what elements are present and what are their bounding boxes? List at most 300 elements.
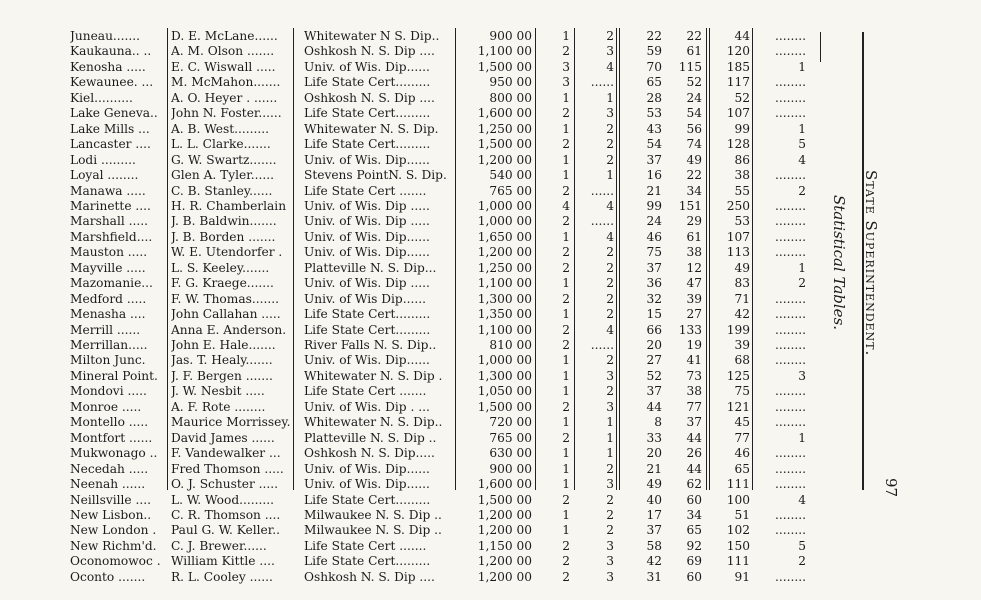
- cell-town: Mukwonago ..: [70, 446, 158, 461]
- cell-c2: 3: [606, 554, 614, 569]
- cell-c3: 32: [646, 291, 662, 306]
- cell-teacher: C. B. Stanley......: [171, 183, 273, 198]
- cell-town: Mineral Point.: [70, 368, 158, 383]
- column-rule: [167, 28, 168, 490]
- cell-c4: 69: [686, 554, 702, 569]
- cell-c2: 1: [606, 415, 614, 430]
- cell-salary: 1,100 00: [477, 44, 532, 59]
- cell-town: New Lisbon..: [70, 507, 152, 522]
- cell-c3: 42: [646, 554, 662, 569]
- cell-c1: 2: [562, 245, 570, 260]
- cell-cert: Oshkosh N. S. Dip ....: [304, 90, 435, 105]
- cell-c1: 2: [562, 338, 570, 352]
- cell-c5: 113: [726, 245, 750, 260]
- cell-c1: 1: [562, 415, 570, 430]
- cell-c5: 107: [726, 106, 750, 121]
- cell-salary: 1,500 00: [477, 137, 532, 152]
- cell-c3: 70: [646, 59, 662, 74]
- cell-teacher: Fred Thomson .....: [171, 461, 284, 476]
- cell-c5: 250: [726, 198, 750, 213]
- cell-c2: ......: [590, 75, 614, 90]
- cell-salary: 1,200 00: [477, 523, 532, 538]
- cell-c4: 39: [686, 291, 702, 306]
- cell-c4: 37: [686, 415, 702, 430]
- cell-c4: 65: [686, 523, 702, 538]
- cell-town: Medford .....: [70, 291, 147, 306]
- cell-c2: 2: [606, 461, 614, 476]
- column-rule: [574, 28, 575, 490]
- cell-c5: 52: [734, 90, 750, 105]
- cell-c3: 59: [646, 44, 662, 59]
- cell-cert: Life State Cert.........: [304, 322, 431, 337]
- cell-c1: 1: [562, 307, 570, 322]
- cell-salary: 1,500 00: [477, 492, 532, 507]
- cell-c4: 133: [678, 322, 702, 337]
- cell-salary: 1,250 00: [477, 260, 532, 275]
- table-row: [0, 523, 820, 538]
- cell-c4: 26: [686, 446, 702, 461]
- cell-teacher: J. B. Baldwin.......: [171, 214, 277, 229]
- cell-c2: 2: [606, 523, 614, 538]
- table-row: [0, 230, 820, 245]
- cell-c2: 1: [606, 90, 614, 105]
- cell-c3: 75: [646, 245, 662, 260]
- cell-teacher: A. F. Rote ........: [171, 399, 266, 414]
- cell-cert: Life State Cert .......: [304, 538, 427, 553]
- cell-c2: 2: [606, 121, 614, 136]
- cell-c6: ........: [775, 291, 806, 306]
- cell-cert: Oshkosh N. S. Dip ....: [304, 569, 435, 584]
- cell-cert: Platteville N. S. Dip ..: [304, 430, 437, 445]
- cell-teacher: Maurice Morrissey.: [171, 415, 291, 430]
- cell-c4: 24: [686, 90, 702, 105]
- cell-c5: 44: [734, 29, 750, 43]
- cell-c2: 3: [606, 106, 614, 121]
- cell-c4: 62: [686, 477, 702, 492]
- cell-town: Marshall .....: [70, 214, 148, 229]
- cell-c5: 102: [726, 523, 750, 538]
- cell-town: Lake Geneva..: [70, 106, 158, 121]
- table-row: [0, 199, 820, 214]
- cell-town: Lancaster ....: [70, 137, 151, 152]
- cell-town: Manawa .....: [70, 183, 146, 198]
- cell-salary: 765 00: [489, 430, 532, 445]
- cell-town: Kewaunee. ...: [70, 75, 154, 90]
- cell-c3: 27: [646, 353, 662, 368]
- cell-c6: ........: [775, 569, 806, 584]
- cell-cert: Life State Cert .......: [304, 183, 427, 198]
- cell-teacher: A. M. Olson .......: [171, 44, 275, 59]
- cell-c6: ........: [775, 29, 806, 43]
- cell-c3: 52: [646, 368, 662, 383]
- cell-c1: 2: [562, 569, 570, 584]
- cell-cert: Univ. of Wis. Dip .....: [304, 214, 430, 229]
- cell-c1: 3: [562, 75, 570, 90]
- cell-c1: 1: [562, 507, 570, 522]
- cell-teacher: A. O. Heyer . ......: [171, 90, 278, 105]
- cell-c5: 42: [734, 307, 750, 322]
- cell-c6: ........: [775, 198, 806, 213]
- cell-c6: ........: [775, 446, 806, 461]
- cell-cert: Univ. of Wis. Dip . ...: [304, 399, 430, 414]
- cell-c2: 3: [606, 477, 614, 492]
- cell-c1: 1: [562, 90, 570, 105]
- running-head: State Superintendent.: [862, 170, 880, 357]
- cell-town: Oconomowoc .: [70, 554, 161, 569]
- cell-c1: 2: [562, 492, 570, 507]
- cell-c4: 77: [686, 399, 702, 414]
- cell-teacher: Anna E. Anderson.: [171, 322, 287, 337]
- cell-c4: 47: [686, 276, 702, 291]
- cell-cert: Oshkosh N. S. Dip ....: [304, 44, 435, 59]
- cell-cert: Milwaukee N. S. Dip ..: [304, 523, 442, 538]
- cell-teacher: W. E. Utendorfer .: [171, 245, 283, 260]
- cell-town: Montfort ......: [70, 430, 153, 445]
- cell-c4: 44: [686, 430, 702, 445]
- cell-salary: 1,250 00: [477, 121, 532, 136]
- cell-town: Monroe .....: [70, 399, 142, 414]
- cell-c1: 2: [562, 106, 570, 121]
- cell-cert: Univ. of Wis. Dip......: [304, 245, 430, 260]
- cell-c1: 2: [562, 183, 570, 198]
- cell-salary: 1,300 00: [477, 368, 532, 383]
- table-edge-rule: [820, 32, 821, 62]
- cell-c4: 34: [686, 183, 702, 198]
- cell-c5: 150: [726, 538, 750, 553]
- cell-c1: 2: [562, 291, 570, 306]
- cell-town: Menasha ....: [70, 307, 146, 322]
- cell-salary: 950 00: [489, 75, 532, 90]
- table-row: [0, 44, 820, 59]
- cell-cert: River Falls N. S. Dip..: [304, 338, 437, 352]
- cell-c6: ........: [775, 399, 806, 414]
- cell-c1: 2: [562, 137, 570, 152]
- cell-town: Mondovi .....: [70, 384, 147, 399]
- cell-c5: 83: [734, 276, 750, 291]
- cell-town: New Richm'd.: [70, 538, 157, 553]
- cell-c3: 37: [646, 523, 662, 538]
- column-rule: [619, 28, 620, 490]
- cell-cert: Univ. of Wis. Dip......: [304, 461, 430, 476]
- cell-c6: ........: [775, 75, 806, 90]
- cell-c4: 22: [686, 168, 702, 183]
- cell-c3: 65: [646, 75, 662, 90]
- cell-c2: 2: [606, 152, 614, 167]
- cell-c3: 31: [646, 569, 662, 584]
- cell-c1: 1: [562, 168, 570, 183]
- cell-c3: 44: [646, 399, 662, 414]
- cell-c5: 75: [734, 384, 750, 399]
- cell-c1: 1: [562, 446, 570, 461]
- cell-teacher: E. C. Wiswall .....: [171, 59, 276, 74]
- cell-c3: 54: [646, 137, 662, 152]
- cell-teacher: Jas. T. Healy.......: [171, 353, 273, 368]
- cell-salary: 765 00: [489, 183, 532, 198]
- cell-c2: 1: [606, 168, 614, 183]
- cell-c3: 43: [646, 121, 662, 136]
- cell-teacher: F. W. Thomas.......: [171, 291, 279, 306]
- table-row: [0, 323, 820, 338]
- cell-teacher: L. L. Clarke.......: [171, 137, 271, 152]
- cell-c1: 2: [562, 538, 570, 553]
- cell-c4: 54: [686, 106, 702, 121]
- cell-c6: 5: [798, 137, 806, 152]
- cell-c2: 3: [606, 538, 614, 553]
- cell-c6: ........: [775, 106, 806, 121]
- cell-town: Kaukauna.. ..: [70, 44, 152, 59]
- cell-c1: 2: [562, 322, 570, 337]
- table-row: [0, 122, 820, 137]
- cell-salary: 1,600 00: [477, 106, 532, 121]
- cell-c1: 1: [562, 368, 570, 383]
- cell-c6: ........: [775, 477, 806, 492]
- cell-town: Marshfield....: [70, 229, 153, 244]
- cell-c1: 1: [562, 152, 570, 167]
- cell-town: Mayville .....: [70, 260, 146, 275]
- cell-cert: Univ. of Wis. Dip......: [304, 229, 430, 244]
- cell-c4: 61: [686, 44, 702, 59]
- table-row: [0, 539, 820, 554]
- column-rule: [455, 28, 456, 490]
- cell-c5: 117: [726, 75, 750, 90]
- cell-c5: 111: [726, 477, 750, 492]
- cell-c2: 3: [606, 399, 614, 414]
- cell-salary: 1,000 00: [477, 214, 532, 229]
- table-row: [0, 431, 820, 446]
- cell-cert: Life State Cert .......: [304, 384, 427, 399]
- cell-salary: 800 00: [489, 90, 532, 105]
- cell-teacher: D. E. McLane......: [171, 29, 278, 43]
- cell-salary: 810 00: [489, 338, 532, 352]
- cell-c5: 65: [734, 461, 750, 476]
- cell-salary: 1,300 00: [477, 291, 532, 306]
- cell-salary: 1,350 00: [477, 307, 532, 322]
- cell-salary: 1,200 00: [477, 507, 532, 522]
- table-row: [0, 137, 820, 152]
- cell-c5: 51: [734, 507, 750, 522]
- cell-cert: Platteville N. S. Dip...: [304, 260, 437, 275]
- page-number: 97: [882, 478, 900, 498]
- table-row: [0, 400, 820, 415]
- cell-town: Loyal ........: [70, 168, 139, 183]
- cell-c4: 29: [686, 214, 702, 229]
- cell-cert: Life State Cert.........: [304, 106, 431, 121]
- cell-c4: 27: [686, 307, 702, 322]
- cell-town: Neenah ......: [70, 477, 146, 492]
- cell-cert: Whitewater N. S. Dip.: [304, 121, 439, 136]
- cell-town: Marinette ....: [70, 198, 151, 213]
- table-row: [0, 184, 820, 199]
- cell-c6: ........: [775, 245, 806, 260]
- cell-c6: ........: [775, 523, 806, 538]
- column-rule: [293, 28, 294, 490]
- cell-c3: 20: [646, 446, 662, 461]
- cell-c6: 4: [798, 152, 806, 167]
- cell-c5: 99: [734, 121, 750, 136]
- cell-town: Montello .....: [70, 415, 149, 430]
- cell-teacher: J. W. Nesbit .....: [171, 384, 265, 399]
- cell-teacher: M. McMahon.......: [171, 75, 281, 90]
- cell-c2: 2: [606, 353, 614, 368]
- cell-teacher: C. J. Brewer......: [171, 538, 267, 553]
- cell-c5: 53: [734, 214, 750, 229]
- table-row: [0, 106, 820, 121]
- cell-teacher: J. B. Borden .......: [171, 229, 276, 244]
- cell-salary: 1,000 00: [477, 198, 532, 213]
- table-row: [0, 477, 820, 492]
- table-row: [0, 168, 820, 183]
- cell-town: Neillsville ....: [70, 492, 151, 507]
- cell-c5: 199: [726, 322, 750, 337]
- cell-c4: 73: [686, 368, 702, 383]
- cell-teacher: Glen A. Tyler......: [171, 168, 274, 183]
- table-row: [0, 570, 820, 585]
- table-row: [0, 276, 820, 291]
- cell-c1: 1: [562, 461, 570, 476]
- cell-c1: 2: [562, 44, 570, 59]
- cell-c3: 21: [646, 461, 662, 476]
- cell-c6: 4: [798, 492, 806, 507]
- cell-salary: 900 00: [489, 29, 532, 43]
- cell-teacher: C. R. Thomson ....: [171, 507, 281, 522]
- cell-c4: 22: [686, 29, 702, 43]
- cell-town: Juneau.......: [70, 29, 141, 43]
- cell-c4: 38: [686, 245, 702, 260]
- table-row: [0, 307, 820, 322]
- cell-c4: 41: [686, 353, 702, 368]
- table-row: [0, 384, 820, 399]
- cell-salary: 1,100 00: [477, 322, 532, 337]
- cell-c3: 20: [646, 338, 662, 352]
- cell-town: Necedah .....: [70, 461, 149, 476]
- cell-c1: 1: [562, 477, 570, 492]
- cell-c4: 19: [686, 338, 702, 352]
- cell-c1: 2: [562, 554, 570, 569]
- section-title: Statistical Tables.: [830, 195, 848, 331]
- cell-c4: 60: [686, 569, 702, 584]
- cell-teacher: F. G. Kraege.......: [171, 276, 274, 291]
- cell-c3: 16: [646, 168, 662, 183]
- cell-c2: ......: [590, 183, 614, 198]
- cell-c2: 4: [606, 198, 614, 213]
- cell-salary: 720 00: [489, 415, 532, 430]
- cell-c3: 99: [646, 198, 662, 213]
- column-rule: [752, 28, 753, 490]
- cell-c6: 1: [798, 260, 806, 275]
- cell-cert: Life State Cert.........: [304, 137, 431, 152]
- cell-c5: 100: [726, 492, 750, 507]
- table-row: [0, 29, 820, 44]
- cell-c6: 1: [798, 121, 806, 136]
- column-rule: [616, 28, 617, 490]
- cell-teacher: F. Vandewalker ...: [171, 446, 281, 461]
- cell-c2: 1: [606, 430, 614, 445]
- cell-c5: 71: [734, 291, 750, 306]
- cell-c1: 1: [562, 384, 570, 399]
- cell-c2: 2: [606, 492, 614, 507]
- cell-c3: 49: [646, 477, 662, 492]
- cell-c2: 4: [606, 229, 614, 244]
- cell-town: Kiel..........: [70, 90, 133, 105]
- cell-teacher: William Kittle ....: [171, 554, 275, 569]
- cell-c4: 60: [686, 492, 702, 507]
- cell-c5: 77: [734, 430, 750, 445]
- cell-c2: 4: [606, 59, 614, 74]
- cell-c5: 39: [734, 338, 750, 352]
- cell-c4: 92: [686, 538, 702, 553]
- cell-salary: 1,200 00: [477, 245, 532, 260]
- cell-town: Lodi .........: [70, 152, 136, 167]
- cell-c3: 53: [646, 106, 662, 121]
- cell-c4: 38: [686, 384, 702, 399]
- cell-c4: 115: [678, 59, 702, 74]
- cell-c3: 22: [646, 29, 662, 43]
- cell-town: Merrill ......: [70, 322, 141, 337]
- cell-c6: ........: [775, 44, 806, 59]
- cell-c1: 1: [562, 353, 570, 368]
- table-row: [0, 153, 820, 168]
- table-row: [0, 415, 820, 430]
- cell-c2: 1: [606, 446, 614, 461]
- cell-c6: ........: [775, 507, 806, 522]
- cell-c2: 3: [606, 368, 614, 383]
- cell-c3: 37: [646, 260, 662, 275]
- cell-salary: 1,050 00: [477, 384, 532, 399]
- cell-c4: 61: [686, 229, 702, 244]
- cell-c2: ......: [590, 338, 614, 352]
- cell-c1: 2: [562, 430, 570, 445]
- table-row: [0, 508, 820, 523]
- cell-cert: Whitewater N. S. Dip..: [304, 415, 443, 430]
- cell-c4: 74: [686, 137, 702, 152]
- cell-cert: Univ. of Wis. Dip......: [304, 152, 430, 167]
- cell-c6: ........: [775, 90, 806, 105]
- cell-c3: 8: [654, 415, 662, 430]
- cell-c5: 111: [726, 554, 750, 569]
- cell-c1: 1: [562, 276, 570, 291]
- cell-c2: 2: [606, 507, 614, 522]
- cell-c6: 2: [798, 554, 806, 569]
- cell-c5: 120: [726, 44, 750, 59]
- cell-salary: 1,500 00: [477, 59, 532, 74]
- cell-town: Oconto .......: [70, 569, 146, 584]
- cell-salary: 1,650 00: [477, 229, 532, 244]
- cell-c6: ........: [775, 168, 806, 183]
- cell-c3: 40: [646, 492, 662, 507]
- cell-c4: 49: [686, 152, 702, 167]
- cell-town: Mauston .....: [70, 245, 148, 260]
- cell-teacher: J. F. Bergen .......: [171, 368, 273, 383]
- cell-cert: Univ. of Wis. Dip .....: [304, 276, 430, 291]
- cell-teacher: David James ......: [171, 430, 275, 445]
- cell-salary: 900 00: [489, 461, 532, 476]
- cell-c6: ........: [775, 229, 806, 244]
- cell-c1: 2: [562, 214, 570, 229]
- cell-c4: 44: [686, 461, 702, 476]
- cell-c1: 2: [562, 260, 570, 275]
- cell-c2: 2: [606, 245, 614, 260]
- cell-c2: 2: [606, 29, 614, 43]
- cell-teacher: Paul G. W. Keller..: [171, 523, 280, 538]
- cell-cert: Oshkosh N. S. Dip.....: [304, 446, 435, 461]
- cell-c6: 3: [798, 368, 806, 383]
- cell-c5: 46: [734, 446, 750, 461]
- cell-town: Merrillan.....: [70, 338, 148, 352]
- column-rule: [709, 28, 710, 490]
- cell-c3: 66: [646, 322, 662, 337]
- cell-cert: Whitewater N S. Dip..: [304, 29, 440, 43]
- cell-c6: 5: [798, 538, 806, 553]
